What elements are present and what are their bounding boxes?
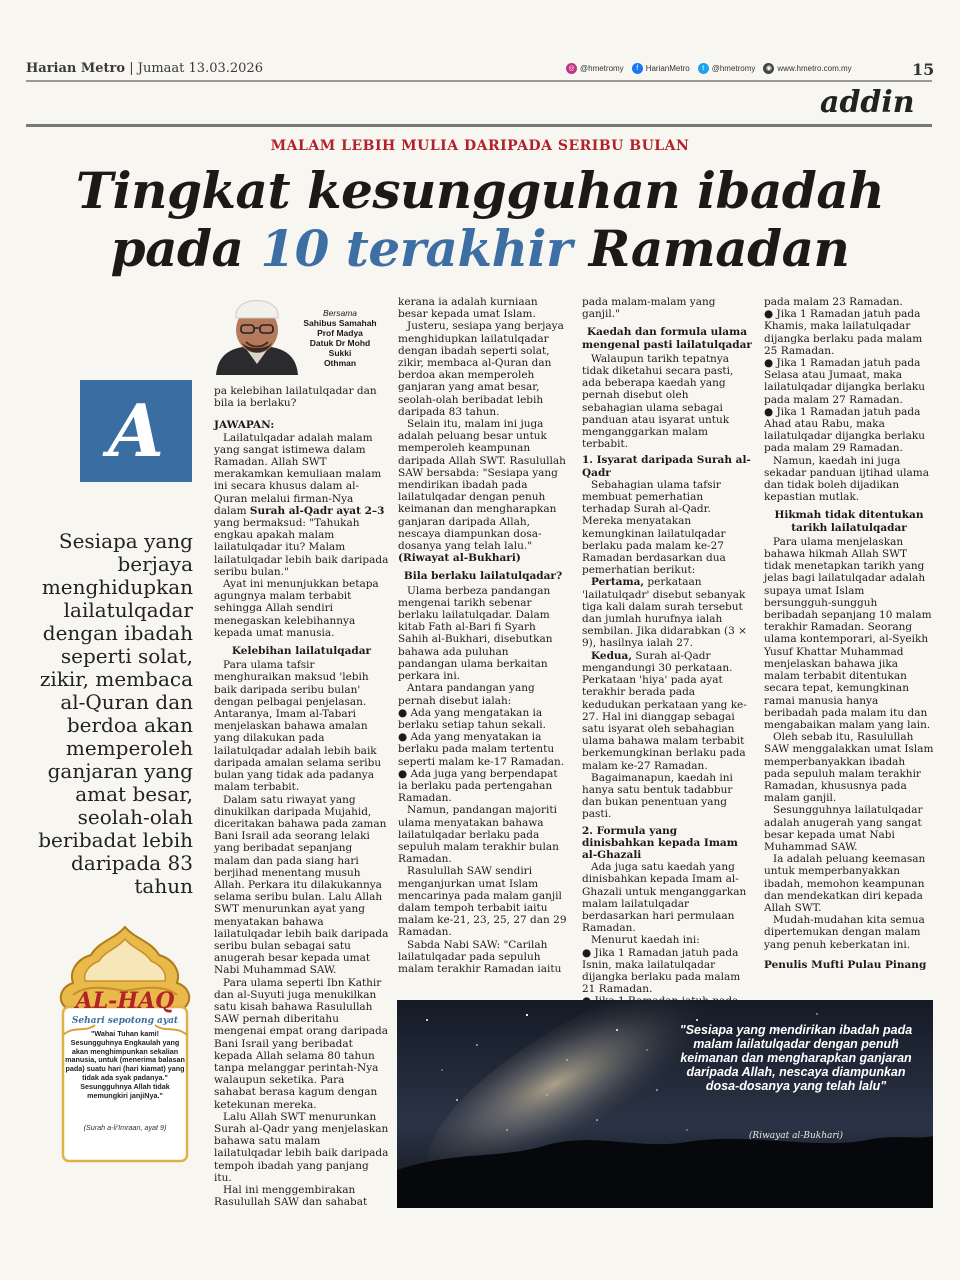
paragraph: Sesungguhnya lailatulqadar adalah anugerah yang sangat besar kepada umat Nabi Muhammad SAW.: [764, 804, 923, 853]
subheading: Bila berlaku lailatulqadar?: [403, 570, 563, 583]
paragraph: Rasulullah SAW sendiri menganjurkan umat Islam mencarinya pada malam ganjil dalam tempoh terbabit iaitu malam ke-21, 23, 25, 27 dan 29 Ramadan.: [398, 865, 567, 939]
byline-line: Sahibus Samahah: [303, 318, 377, 328]
paragraph: Namun, kaedah ini juga sekadar panduan ijtihad ulama dan tidak boleh dijadikan kepastian mutlak.: [764, 454, 930, 504]
header-rule: [26, 80, 932, 82]
web-icon: ◉: [763, 63, 774, 74]
paragraph: Walaupun tarikh tepatnya tidak diketahui secara pasti, ada beberapa kaedah yang pernah disebut oleh sebahagian ulama sebagai panduan atau isyarat untuk menganggarkan malam terbabit.: [582, 352, 734, 451]
issue-date: Jumaat 13.03.2026: [137, 61, 263, 76]
kicker: MALAM LEBIH MULIA DARIPADA SERIBU BULAN: [270, 138, 690, 154]
bullet-item: [582, 947, 752, 996]
bullet-item: [398, 731, 568, 768]
paragraph: Bagaimanapun, kaedah ini hanya satu bentuk tadabbur dan bukan penentuan yang pasti.: [582, 771, 733, 821]
paragraph: Ada juga satu kaedah yang dinisbahkan kepada Imam al-Ghazali untuk menganggarkan malam lailatulqadar berdasarkan hari permulaan Ramadan.: [582, 861, 747, 935]
source: (Riwayat al-Bukhari): [398, 552, 521, 565]
bullet-text: Jika 1 Ramadan jatuh pada Isnin, maka lailatulqadar dijangka berlaku pada malam 21 Ramadan.: [582, 946, 741, 996]
paper-name: Harian Metro: [26, 61, 126, 76]
text: Surah al-Qadr mengandungi 30 perkataan. Perkataan 'hiya' pada ayat terakhir berada pada kedudukan perkataan yang ke-27. Hal ini dianggap sebagai satu isyarat oleh sebahagian ulama bahawa malam terbabit berkemungkinan berlaku pada malam ke-27 Ramadan.: [582, 649, 747, 772]
subheading: Kelebihan lailatulqadar: [231, 645, 372, 658]
twitter-icon: t: [698, 63, 709, 74]
social-twitter[interactable]: [698, 63, 756, 74]
lead-word: Pertama,: [591, 576, 645, 589]
section-name: addin: [820, 85, 915, 120]
lead-word: Kedua,: [591, 649, 633, 662]
paragraph: [582, 576, 752, 649]
article-column-4: [764, 296, 934, 971]
instagram-icon: ◎: [566, 63, 577, 74]
headline-highlight: 10 terakhir: [260, 219, 572, 278]
answer-label: JAWAPAN:: [214, 419, 275, 432]
article-column-1: [214, 385, 389, 1208]
bullet-icon: ●: [398, 706, 408, 719]
bullet-icon: ●: [764, 308, 774, 321]
byline-line: Prof Madya: [317, 328, 363, 338]
paragraph: Namun, pandangan majoriti ulama menyatakan bahawa lailatulqadar berlaku pada sepuluh malam terakhir bulan Ramadan.: [398, 804, 559, 866]
writer-credit: Penulis Mufti Pulau Pinang: [764, 958, 927, 971]
social-links: [566, 63, 852, 74]
paragraph: Oleh sebab itu, Rasulullah SAW menggalakkan umat Islam memperbanyakkan ibadah pada sepuluh malam terakhir Ramadan, khususnya pada malam ganjil.: [764, 731, 934, 805]
social-web[interactable]: [763, 63, 851, 74]
bullet-text: Jika 1 Ramadan jatuh pada Selasa atau Jumaat, maka lailatulqadar dijangka berlaku pada malam 27 Ramadan.: [764, 357, 925, 406]
paragraph: Para ulama seperti Ibn Kathir dan al-Suyuti juga menukilkan satu kisah bahawa Rasulullah SAW pernah diberitahu mengenai empat orang daripada Bani Israil yang beribadat kepada Allah selama 80 tahun tanpa melanggar perintah-Nya walaupun seketika. Para sahabat berasa kagum dengan ketekunan mereka.: [214, 976, 389, 1111]
page-number: 15: [912, 60, 935, 79]
social-label: HarianMetro: [645, 64, 690, 73]
bullet-item: [398, 707, 568, 731]
headline-line-1: Tingkat kesungguhan ibadah: [75, 161, 885, 220]
byline-prefix: Bersama: [322, 308, 357, 318]
numbered-heading: 1. Isyarat daripada Surah al-Qadr: [582, 454, 751, 479]
paragraph: pada malam 23 Ramadan.: [764, 296, 903, 308]
masthead-separator: |: [129, 61, 134, 76]
pull-quote: Sesiapa yang berjaya menghidupkan lailatulqadar dengan ibadah seperti solat, zikir, membaca al-Quran dan berdoa akan memperoleh ganjaran yang amat besar, seolah-olah beribadat lebih daripada 83 tahun: [38, 529, 193, 898]
bullet-item: [398, 768, 568, 805]
bullet-icon: ●: [582, 946, 592, 959]
alhaq-source: (Surah a-li'Imraan, ayat 9): [83, 1123, 167, 1132]
paragraph: Antara pandangan yang pernah disebut ialah:: [398, 682, 535, 707]
hadith-source: [398, 552, 568, 564]
paragraph: Menurut kaedah ini:: [591, 934, 700, 947]
social-label: www.hmetro.com.my: [777, 64, 852, 73]
facebook-icon: f: [632, 63, 643, 74]
alhaq-title: AL-HAQ: [75, 988, 175, 1014]
alhaq-verse: "Wahai Tuhan kami! Sesungguhnya Engkaulah yang akan menghimpunkan sekalian manusia, untuk (menerima balasan pada) suatu hari (hari kiamat) yang tidak ada syak padanya." Sesungguhnya Allah tidak memungkiri janjiNya.": [65, 1029, 185, 1100]
question-text: pa kelebihan lailatulqadar dan bila ia berlaku?: [214, 385, 377, 410]
paragraph: Para ulama menjelaskan bahawa hikmah Allah SWT tidak menetapkan tarikh yang jelas bagi lailatulqadar adalah supaya umat Islam bersungguh-sungguh beribadah sepanjang 10 malam terakhir Ramadan. Seorang ulama kontemporari, al-Syeikh Yusuf Khattar Muhammad menjelaskan bahawa jika malam terbabit ditentukan secara tepat, kemungkinan ramai manusia hanya beribadah pada malam itu dan mengabaikan malam yang lain.: [764, 535, 932, 731]
text: yang bermaksud: "Tahukah engkau apakah malam lailatulqadar itu? Malam lailatulqadar lebih baik daripada seribu bulan.": [214, 517, 389, 578]
bullet-item: [764, 357, 934, 406]
text: Lailatulqadar adalah malam yang sangat istimewa dalam Ramadan. Allah SWT merakamkan kemuliaan malam ini secara khusus dalam al-Quran melalui firman-Nya dalam: [214, 431, 382, 517]
drop-letter: A: [80, 380, 192, 482]
subheading: Hikmah tidak ditentukan tarikh lailatulqadar: [774, 509, 924, 534]
social-label: @hmetromy: [711, 64, 756, 73]
paragraph: Para ulama tafsir menghuraikan maksud 'lebih baik daripada seribu bulan' dengan pelbagai penjelasan. Antaranya, Imam al-Tabari menjelaskan bahawa amalan yang dilakukan pada lailatulqadar adalah lebih baik daripada amalan selama seribu bulan yang tidak ada padanya malam terbabit.: [214, 659, 382, 794]
numbered-heading: 2. Formula yang dinisbahkan kepada Imam al-Ghazali: [582, 824, 738, 861]
article-column-2: [398, 296, 568, 975]
bullet-icon: ●: [764, 357, 774, 370]
verse-reference: Surah al-Qadr ayat 2–3: [249, 504, 385, 517]
social-label: @hmetromy: [580, 64, 624, 73]
bullet-text: Jika 1 Ramadan jatuh pada Ahad atau Rabu, maka lailatulqadar dijangka berlaku pada malam 29 Ramadan.: [764, 405, 925, 455]
paragraph: Lalu Allah SWT menurunkan Surah al-Qadr yang menjelaskan bahawa satu malam lailatulqadar lebih baik daripada tempoh ibadah yang panjang itu.: [214, 1110, 389, 1184]
paragraph: Hal ini menggembirakan Rasulullah SAW dan sahabat: [214, 1184, 368, 1209]
bullet-icon: ●: [764, 405, 774, 418]
bullet-item: [764, 308, 934, 357]
paragraph: Dalam satu riwayat yang dinukilkan daripada Mujahid, diceritakan bahawa pada zaman Bani Israil ada seorang lelaki yang beribadat sepanjang malam dan pada siang hari berjihad menentang musuh Allah. Perkara itu dilakukannya selama seribu bulan. Lalu Allah SWT menurunkan ayat yang menyatakan bahawa lailatulqadar lebih baik daripada seribu bulan sebagai satu anugerah besar kepada umat Nabi Muhammad SAW.: [214, 793, 389, 977]
paragraph: [214, 432, 389, 578]
headline: [0, 162, 960, 278]
photo-quote-source: (Riwayat al-Bukhari): [748, 1131, 844, 1141]
paragraph: Justeru, sesiapa yang berjaya menghidupkan lailatulqadar dengan ibadah seperti solat, zikir, membaca al-Quran dan berdoa akan memperoleh ganjaran yang amat besar, seolah-olah beribadat lebih daripada 83 tahun.: [398, 320, 564, 418]
bullet-item: [764, 406, 934, 455]
paragraph: Ia adalah peluang keemasan untuk memperbanyakkan ibadah, memohon keampunan dan mendekatkan diri kepada Allah SWT.: [764, 853, 926, 914]
paragraph: Sabda Nabi SAW: "Carilah lailatulqadar pada sepuluh malam terakhir Ramadan iaitu: [398, 938, 562, 975]
byline: [300, 308, 380, 368]
social-facebook[interactable]: [632, 63, 690, 74]
social-instagram[interactable]: [566, 63, 624, 74]
headline-word: Ramadan: [588, 219, 850, 278]
paragraph: kerana ia adalah kurniaan besar kepada umat Islam.: [398, 296, 538, 321]
paragraph: Sebahagian ulama tafsir membuat pemerhatian terhadap Surah al-Qadr. Mereka menyatakan kemungkinan lailatulqadar berlaku pada malam ke-27 Ramadan berdasarkan dua pemerhatian berikut:: [582, 478, 726, 577]
bullet-text: Ada juga yang berpendapat ia berlaku pada pertengahan Ramadan.: [398, 767, 558, 805]
paragraph: Mudah-mudahan kita semua dipertemukan dengan malam yang penuh keberkatan ini.: [764, 914, 925, 951]
headline-line-2: [0, 220, 960, 278]
bullet-icon: ●: [398, 731, 408, 744]
paragraph: pada malam-malam yang ganjil.": [582, 296, 716, 321]
photo-quote: "Sesiapa yang mendirikan ibadah pada malam lailatulqadar dengan penuh keimanan dan mengharapkan ganjaran daripada Allah, nescaya diampunkan dosa-dosanya yang telah lalu": [679, 1023, 913, 1093]
bullet-text: Ada yang mengatakan ia berlaku setiap tahun sekali.: [398, 706, 546, 731]
paragraph: Ayat ini menunjukkan betapa agungnya malam terbabit sehingga Allah sendiri menegaskan kelebihannya kepada umat manusia.: [214, 578, 379, 639]
text: perkataan 'lailatulqadr' disebut sebanyak tiga kali dalam surah tersebut dan jumlah hurufnya ialah sembilan. Jika didarabkan (3 × 9), hasilnya ialah 27.: [582, 576, 747, 650]
alhaq-subtitle: Sehari sepotong ayat: [71, 1016, 179, 1026]
bullet-text: Jika 1 Ramadan jatuh pada Khamis, maka lailatulqadar dijangka berlaku pada malam 25 Ramadan.: [764, 308, 923, 357]
masthead: [26, 61, 263, 76]
article-column-3: [582, 296, 752, 1020]
paragraph: Ulama berbeza pandangan mengenai tarikh sebenar berlaku lailatulqadar. Dalam kitab Fath al-Bari fi Syarh Sahih al-Bukhari, disebutkan bahawa ada puluhan pandangan ulama berkaitan perkara ini.: [398, 584, 553, 683]
paragraph: Selain itu, malam ini juga adalah peluang besar untuk memperoleh keampunan daripada Allah SWT. Rasulullah SAW bersabda: "Sesiapa yang mendirikan ibadah pada lailatulqadar dengan penuh keimanan dan mengharapkan ganjaran daripada Allah, nescaya diampunkan dosa-dosanya yang telah lalu.": [398, 418, 566, 553]
subheading: Kaedah dan formula ulama mengenal pasti lailatulqadar: [582, 326, 752, 351]
byline-line: Datuk Dr Mohd Sukki: [309, 338, 371, 358]
byline-line: Othman: [323, 358, 357, 368]
bullet-text: Ada yang menyatakan ia berlaku pada malam tertentu seperti malam ke-17 Ramadan.: [398, 731, 565, 768]
headline-word: pada: [110, 219, 244, 278]
paragraph: [582, 650, 752, 772]
section-rule: [26, 124, 932, 127]
author-portrait: [212, 290, 302, 375]
bullet-icon: ●: [398, 767, 408, 780]
